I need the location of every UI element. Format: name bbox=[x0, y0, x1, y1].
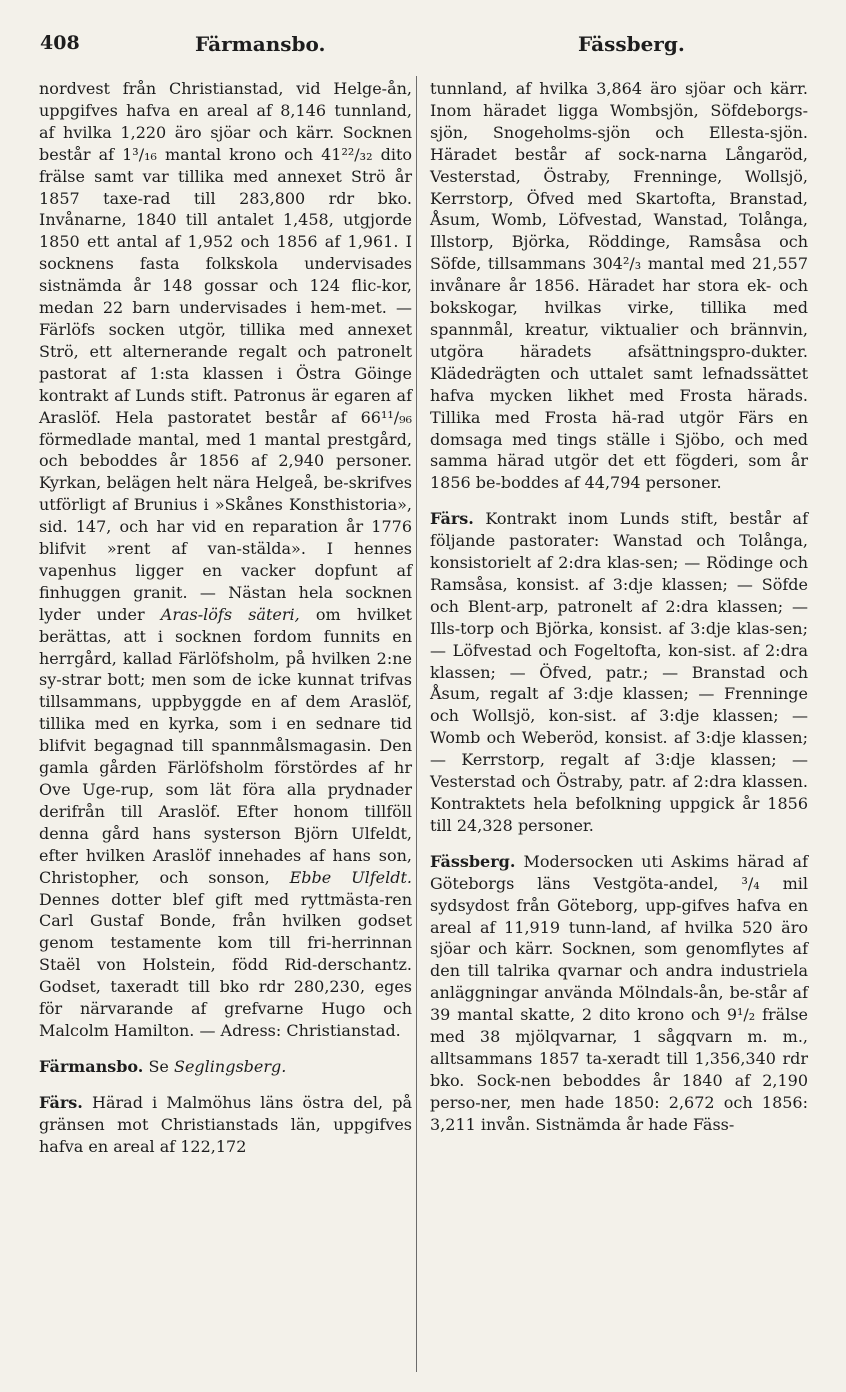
entry-headword: Färs. bbox=[39, 1092, 83, 1112]
entry-text: Härad i Malmöhus läns östra del, på gränsen mot Christianstads län, uppgifves hafva en areal af 122,172 bbox=[39, 1092, 413, 1156]
right-column bbox=[430, 78, 808, 1136]
entry-farlof-continued bbox=[39, 78, 412, 1042]
entry-italic: Aras-löfs säteri, bbox=[160, 604, 300, 624]
entry-fars-kontrakt bbox=[430, 508, 808, 837]
entry-headword: Färmansbo. bbox=[39, 1056, 144, 1076]
entry-text: Kontrakt inom Lunds stift, består af följande pastorater: Wanstad och Tolånga, konsistorielt af 2:dra klas-sen; — Rödinge och Ramsåsa, konsist. af 3:dje klassen; — Söfde och Blent-arp, patronelt af 2:dra klassen; — Ills-torp och Björka, konsist. af 3:dje klas-sen; — Löfvestad och Fogeltofta, kon-sist. af 2:dra klassen; — Öfved, patr.; — Branstad och Åsum, regalt af 3:dje klassen; — Frenninge och Wollsjö, kon-sist. af 3:dje klassen; — Womb och Weberöd, konsist. af 3:dje klassen; — Kerrstorp, regalt af 3:dje klassen; — Vesterstad och Östraby, patr. af 2:dra klassen. Kontraktets hela befolkning uppgick år 1856 till 24,328 personer. bbox=[430, 509, 808, 835]
running-head-right: Fässberg. bbox=[578, 32, 685, 56]
entry-italic: Seglingsberg. bbox=[174, 1056, 287, 1076]
entry-text: Modersocken uti Askims härad af Göteborgs läns Vestgöta-andel, ³/₄ mil sydsydost från Göteborg, upp-gifves hafva en areal af 11,919 tunn-land, af hvilka 520 äro sjöar och kärr. Socknen, som genomflytes af den till talrika qvarnar och andra industriela anläggningar använda Mölndals-ån, be-står af 39 mantal skatte, 2 dito krono och 9¹/₂ frälse med 38 mjölqvarnar, 1 sågqvarn m. m., alltsammans 1857 ta-xeradt till 1,356,340 rdr bko. Sock-nen beboddes år 1840 af 2,190 perso-ner, men hade 1850: 2,672 och 1856: 3,211 invån. Sistnämda år hade Fäss- bbox=[430, 851, 808, 1134]
entry-italic: Ebbe Ulfeldt. bbox=[289, 867, 412, 887]
page-header bbox=[0, 32, 846, 62]
entry-text: Dennes dotter blef gift med ryttmästa-ren Carl Gustaf Bonde, från hvilken godset genom testamente kom till fri-herrinnan Staël von Holstein, född Rid-derschantz. Godset, taxeradt till bko rdr 280,230, eges för närvarande af grefvarne Hugo och Malcolm Hamilton. — Adress: Christianstad. bbox=[39, 889, 412, 1040]
entry-fars-continued bbox=[430, 78, 808, 494]
page-number: 408 bbox=[40, 32, 80, 54]
entry-headword: Färs. bbox=[430, 509, 474, 529]
entry-text: tunnland, af hvilka 3,864 äro sjöar och kärr. Inom häradet ligga Wombsjön, Söfdeborgs-sjön, Snogeholms-sjön och Ellesta-sjön. Häradet består af sock-narna Långaröd, Vesterstad, Östraby, Frenninge, Wollsjö, Kerrstorp, Öfved med Skartofta, Branstad, Åsum, Womb, Löfvestad, Wanstad, Tolånga, Illstorp, Björka, Röddinge, Ramsåsa och Söfde, tillsammans 304²/₃ mantal med 21,557 invånare år 1856. Häradet har stora ek- och bokskogar, hvilkas virke, tillika med spannmål, kreatur, viktualier och brännvin, utgöra häradets afsättningspro-dukter. Klädedrägten och uttalet samt lefnadssättet hafva mycken likhet med Frosta härads. Tillika med Frosta hä-rad utgör Färs en domsaga med tings ställe i Sjöbo, och med samma härad utgör det ett fögderi, som år 1856 be-boddes af 44,794 personer. bbox=[430, 79, 808, 493]
entry-text: om hvilket berättas, att i socknen fordom funnits en herrgård, kallad Färlöfsholm, på hvilken 2:ne sy-strar bott; men som de icke kunnat trifvas tillsammans, uppbyggde en af dem Araslöf, tillika med en kyrka, som i en sednare tid blifvit begagnad till spannmålsmagasin. Den gamla gården Färlöfsholm förstördes af hr Ove Uge-rup, som lät föra alla prydnader derifrån till Araslöf. Efter honom tillföll denna gård hans systerson Björn Ulfeldt, efter hvilken Araslöf innehades af hans son, Christopher, och sonson, bbox=[39, 604, 412, 887]
entry-text: Se bbox=[148, 1056, 169, 1076]
column-divider bbox=[416, 76, 417, 1372]
entry-fassberg bbox=[430, 851, 808, 1136]
entry-headword: Fässberg. bbox=[430, 851, 516, 871]
running-head-left: Färmansbo. bbox=[195, 32, 326, 56]
entry-farmansbo bbox=[39, 1056, 412, 1078]
entry-text: nordvest från Christianstad, vid Helge-ån, uppgifves hafva en areal af 8,146 tunnland, af hvilka 1,220 äro sjöar och kärr. Socknen består af 1³/₁₆ mantal krono och 41²²/₃₂ dito frälse samt var tillika med annexet Strö år 1857 taxe-rad till 283,800 rdr bko. Invånarne, 1840 till antalet 1,458, utgjorde 1850 ett antal af 1,952 och 1856 af 1,961. I socknens fasta folkskola undervisades sistnämda år 148 gossar och 124 flic-kor, medan 22 barn undervisades i hem-met. — Färlöfs socken utgör, tillika med annexet Strö, ett alternerande regalt och patronelt pastorat af 1:sta klassen i Östra Göinge kontrakt af Lunds stift. Patronus är egaren af Araslöf. Hela pastoratet består af 66¹¹/₉₆ förmedlade mantal, med 1 mantal prestgård, och beboddes år 1856 af 2,940 personer. Kyrkan, belägen helt nära Helgeå, be-skrifves utförligt af Brunius i »Skånes Konsthistoria», sid. 147, och har vid en reparation år 1776 blifvit »rent af van-stälda». I hennes vapenhus ligger en vacker dopfunt af finhuggen granit. — Nästan hela socknen lyder under bbox=[39, 79, 412, 624]
entry-fars-harad bbox=[39, 1092, 412, 1158]
left-column bbox=[39, 78, 412, 1158]
